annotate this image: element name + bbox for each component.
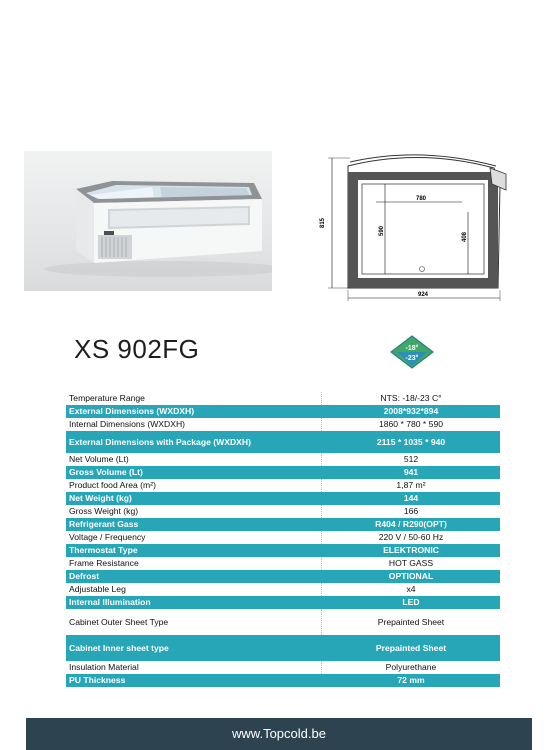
table-row (66, 453, 500, 466)
spec-label: Temperature Range (69, 393, 145, 403)
table-row (66, 596, 500, 609)
spec-value: 166 (322, 505, 501, 518)
dimension-diagram (310, 150, 510, 302)
badge-temp-top: -18° (405, 345, 419, 352)
technical-drawing (310, 150, 510, 302)
spec-value: 1,87 m² (322, 479, 501, 492)
spec-value: Prepainted Sheet (322, 609, 501, 635)
spec-value: HOT GASS (322, 557, 501, 570)
table-row (66, 405, 500, 418)
spec-label: Internal Dimensions (WXDXH) (69, 419, 186, 429)
temperature-class-icon (389, 335, 435, 369)
table-row (66, 392, 500, 405)
dim-780: 780 (416, 196, 427, 202)
temperature-badge (389, 335, 435, 369)
dim-924: 924 (418, 292, 429, 298)
spec-value: ELEKTRONIC (322, 544, 501, 557)
spec-label: Net Volume (Lt) (69, 454, 129, 464)
spec-label: Insulation Material (69, 662, 139, 672)
spec-label: Cabinet Outer Sheet Type (69, 617, 169, 627)
spec-label: Defrost (66, 570, 322, 583)
table-row (66, 479, 500, 492)
table-row (66, 583, 500, 596)
table-row (66, 466, 500, 479)
spec-label: Gross Weight (kg) (69, 506, 139, 516)
table-row (66, 674, 500, 687)
table-row (66, 418, 500, 431)
dim-590: 590 (379, 225, 385, 236)
table-row (66, 531, 500, 544)
spec-label: PU Thickness (66, 674, 322, 687)
table-row (66, 544, 500, 557)
spec-label: External Dimensions (WXDXH) (66, 405, 322, 418)
model-title: XS 902FG (74, 334, 200, 364)
spec-label: Net Weight (kg) (66, 492, 322, 505)
footer-website: www.Topcold.be (232, 726, 326, 741)
spec-label: Cabinet Inner sheet type (66, 635, 322, 661)
spec-label: Thermostat Type (66, 544, 322, 557)
spec-label: External Dimensions with Package (WXDXH) (66, 431, 322, 453)
table-row (66, 661, 500, 674)
footer-bar (26, 718, 532, 750)
table-row (66, 635, 500, 661)
table-row (66, 570, 500, 583)
spec-label: Product food Area (m²) (69, 480, 156, 490)
spec-value: 220 V / 50-60 Hz (322, 531, 501, 544)
product-photo (24, 151, 272, 291)
spec-label: Frame Resistance (69, 558, 139, 568)
freezer-image (24, 151, 272, 291)
spec-value: x4 (322, 583, 501, 596)
dim-815: 815 (320, 217, 326, 228)
spec-label: Voltage / Frequency (69, 532, 146, 542)
spec-label: Gross Volume (Lt) (66, 466, 322, 479)
table-row (66, 609, 500, 635)
spec-value: 2115 * 1035 * 940 (322, 431, 501, 453)
spec-value: Polyurethane (322, 661, 501, 674)
spec-value: LED (322, 596, 501, 609)
spec-label: Internal Illumination (66, 596, 322, 609)
spec-value: 512 (322, 453, 501, 466)
dim-408: 408 (462, 231, 468, 242)
spec-value: 72 mm (322, 674, 501, 687)
spec-label: Refrigerant Gass (66, 518, 322, 531)
badge-temp-bottom: -23° (405, 355, 419, 362)
table-row (66, 492, 500, 505)
table-row (66, 505, 500, 518)
spec-table (66, 392, 500, 687)
table-row (66, 431, 500, 453)
spec-value: R404 / R290(OPT) (322, 518, 501, 531)
spec-value: NTS: -18/-23 C° (322, 392, 501, 405)
spec-value: OPTIONAL (322, 570, 501, 583)
spec-label: Adjustable Leg (69, 584, 126, 594)
table-row (66, 557, 500, 570)
spec-value: 2008*932*894 (322, 405, 501, 418)
table-row (66, 518, 500, 531)
spec-value: 941 (322, 466, 501, 479)
spec-value: 1860 * 780 * 590 (322, 418, 501, 431)
spec-value: 144 (322, 492, 501, 505)
spec-value: Prepainted Sheet (322, 635, 501, 661)
